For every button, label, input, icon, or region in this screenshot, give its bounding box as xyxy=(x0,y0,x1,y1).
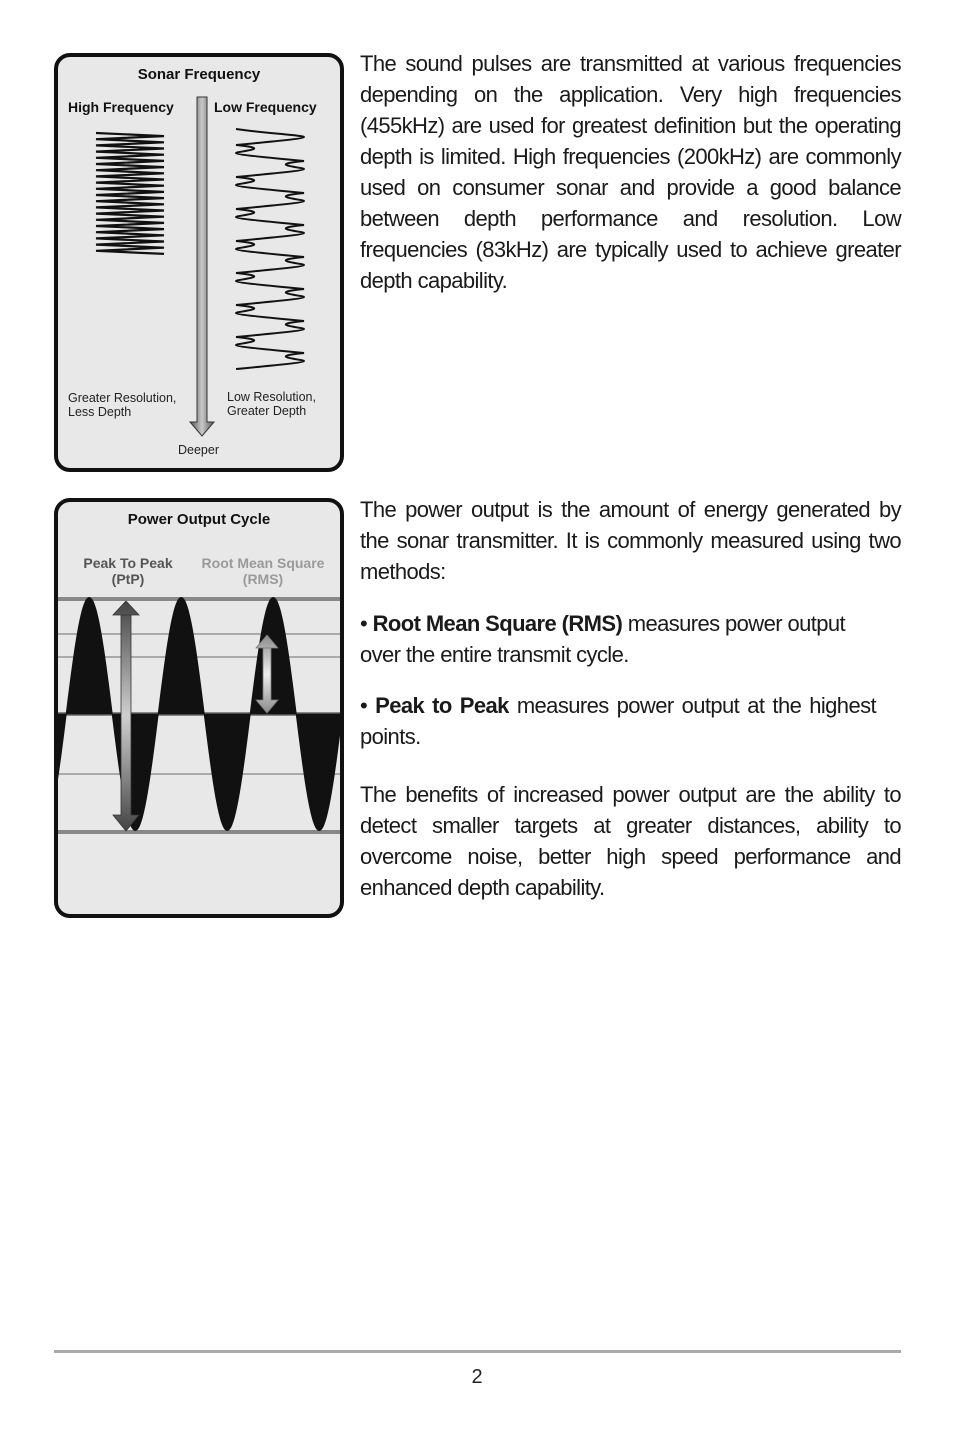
low-frequency-wave xyxy=(236,129,304,369)
low-frequency-heading: Low Frequency xyxy=(214,99,317,115)
footer-divider xyxy=(54,1350,901,1353)
rms-bullet xyxy=(360,608,876,670)
high-frequency-wave xyxy=(96,133,164,254)
rms-description: measures power output over the entire transmit cycle. xyxy=(360,611,846,667)
rms-term: Root Mean Square (RMS) xyxy=(372,611,623,636)
ptp-term: Peak to Peak xyxy=(375,693,509,718)
ptp-bullet xyxy=(360,690,876,752)
power-intro-paragraph xyxy=(360,494,901,587)
rms-label-line1: Root Mean Square xyxy=(201,555,325,571)
rms-label-line2: (RMS) xyxy=(242,571,284,587)
benefits-text: The benefits of increased power output are the ability to detect smaller targets at greater distances, ability to overcome noise, better high speed performance and enhanced depth capability. xyxy=(360,782,901,900)
figure1-title: Sonar Frequency xyxy=(137,66,261,83)
power-waveform xyxy=(58,598,340,831)
bullet-icon: • xyxy=(360,611,368,636)
caption-line: Low Resolution, xyxy=(227,390,316,404)
caption-line: Greater Depth xyxy=(227,404,307,418)
frequency-text: The sound pulses are transmitted at various frequencies depending on the application. Very high frequencies (455kHz) are used for greatest definition but the operating depth is limited. High frequencies (200kHz) are commonly used on consumer sonar and provide a good balance between depth performance and resolution. Low frequencies (83kHz) are typically used to achieve greater depth capability. xyxy=(360,51,901,293)
high-frequency-caption xyxy=(68,391,176,419)
ptp-label-line2: (PtP) xyxy=(111,571,145,587)
deeper-label: Deeper xyxy=(178,443,219,457)
deeper-arrow xyxy=(190,97,214,436)
bullet-icon: • xyxy=(360,693,368,718)
power-intro-text: The power output is the amount of energy generated by the sonar transmitter. It is commonly measured using two methods: xyxy=(360,497,901,584)
page-number: 2 xyxy=(471,1366,483,1388)
benefits-paragraph xyxy=(360,779,901,903)
caption-line: Greater Resolution, xyxy=(68,391,177,405)
caption-line: Less Depth xyxy=(68,405,132,419)
power-output-cycle-figure xyxy=(54,498,344,918)
ptp-label xyxy=(72,555,184,587)
rms-label xyxy=(190,555,336,587)
ptp-label-line1: Peak To Peak xyxy=(83,555,173,571)
ptp-description: measures power output at the highest points. xyxy=(360,693,876,749)
frequency-paragraph xyxy=(360,48,901,296)
low-frequency-caption xyxy=(227,390,316,418)
figure2-title: Power Output Cycle xyxy=(127,511,271,528)
high-frequency-heading: High Frequency xyxy=(68,99,174,115)
sonar-frequency-figure xyxy=(54,53,344,472)
